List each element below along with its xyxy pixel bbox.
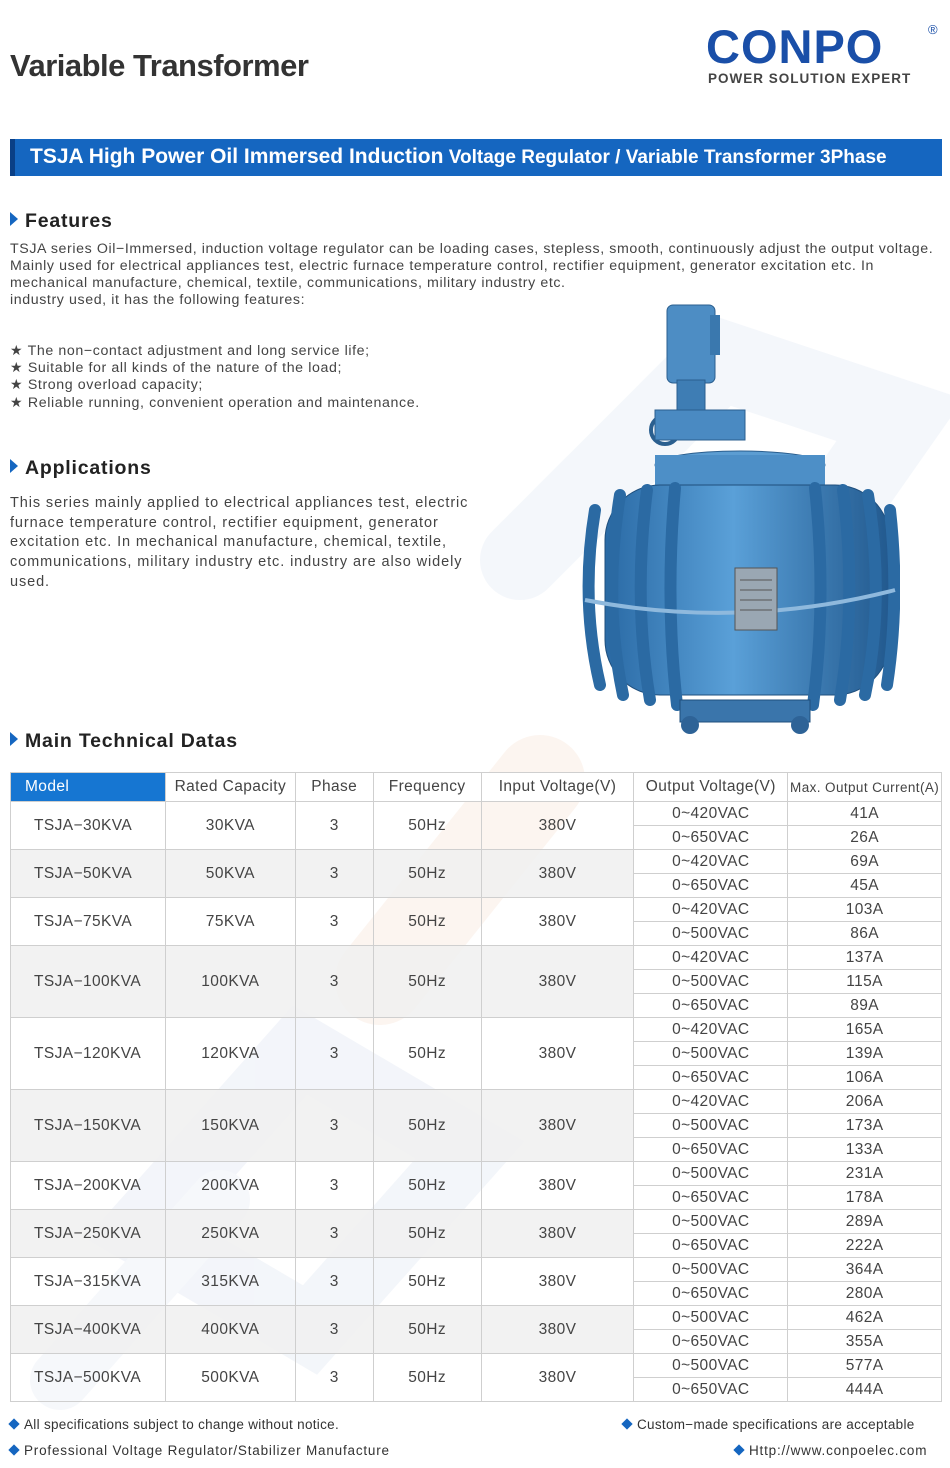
cell-model: TSJA−75KVA [11, 898, 166, 946]
table-row [11, 946, 942, 970]
cell-output-voltage: 0~650VAC [634, 1138, 788, 1162]
cell-input-voltage: 380V [481, 946, 634, 1018]
diamond-icon [621, 1418, 632, 1429]
cell-input-voltage: 380V [481, 1306, 634, 1354]
cell-model: TSJA−50KVA [11, 850, 166, 898]
registered-mark: ® [928, 22, 938, 37]
cell-max-current: 206A [788, 1090, 942, 1114]
cell-model: TSJA−200KVA [11, 1162, 166, 1210]
features-intro [10, 241, 946, 309]
cell-output-voltage: 0~500VAC [634, 1258, 788, 1282]
diamond-icon [733, 1444, 744, 1455]
cell-input-voltage: 380V [481, 1018, 634, 1090]
cell-max-current: 41A [788, 802, 942, 826]
banner-title-main: TSJA High Power Oil Immersed Induction [30, 145, 444, 168]
cell-max-current: 444A [788, 1378, 942, 1402]
features-heading-label: Features [25, 210, 113, 232]
features-list [10, 343, 420, 412]
cell-model: TSJA−120KVA [11, 1018, 166, 1090]
table-row [11, 1306, 942, 1330]
table-row [11, 1162, 942, 1186]
triangle-right-icon [10, 212, 18, 226]
applications-heading [10, 457, 152, 480]
table-row [11, 802, 942, 826]
table-row [11, 1090, 942, 1114]
cell-phase: 3 [295, 1018, 373, 1090]
cell-max-current: 69A [788, 850, 942, 874]
column-header-capacity: Rated Capacity [165, 773, 295, 802]
cell-max-current: 137A [788, 946, 942, 970]
product-banner [10, 139, 942, 176]
cell-phase: 3 [295, 1354, 373, 1402]
cell-phase: 3 [295, 1162, 373, 1210]
cell-model: TSJA−100KVA [11, 946, 166, 1018]
cell-model: TSJA−250KVA [11, 1210, 166, 1258]
features-intro-text: TSJA series Oil−Immersed, induction voltage regulator can be loading cases, stepless, smooth, continuously adjust the output voltage. Mainly used for electrical appliances test, electric furnace temperature control, rectifier equipment, generator excitation etc. In mechanical manufacture, chemical, textile, communications, military industry etc. [10, 241, 934, 291]
cell-frequency: 50Hz [373, 1306, 481, 1354]
cell-output-voltage: 0~650VAC [634, 1378, 788, 1402]
applications-heading-label: Applications [25, 457, 152, 479]
cell-max-current: 133A [788, 1138, 942, 1162]
cell-capacity: 30KVA [165, 802, 295, 850]
column-header-input-voltage: Input Voltage(V) [481, 773, 634, 802]
cell-capacity: 400KVA [165, 1306, 295, 1354]
technical-data-table [10, 772, 942, 1402]
cell-input-voltage: 380V [481, 850, 634, 898]
cell-input-voltage: 380V [481, 1162, 634, 1210]
cell-output-voltage: 0~650VAC [634, 1066, 788, 1090]
table-row [11, 1018, 942, 1042]
cell-max-current: 45A [788, 874, 942, 898]
cell-max-current: 280A [788, 1282, 942, 1306]
footer-note-right [623, 1417, 915, 1432]
triangle-right-icon [10, 732, 18, 746]
cell-phase: 3 [295, 1258, 373, 1306]
cell-output-voltage: 0~420VAC [634, 850, 788, 874]
table-body [11, 802, 942, 1402]
footer-note-left-text: All specifications subject to change without notice. [24, 1417, 340, 1432]
cell-capacity: 100KVA [165, 946, 295, 1018]
triangle-right-icon [10, 459, 18, 473]
cell-output-voltage: 0~650VAC [634, 1282, 788, 1306]
column-header-frequency: Frequency [373, 773, 481, 802]
table-row [11, 1354, 942, 1378]
applications-text: This series mainly applied to electrical appliances test, electric furnace temperature control, rectifier equipment, generator excitation etc. In mechanical manufacture, chemical, textile, communications, military industry etc. industry are also widely used. [10, 495, 469, 590]
technical-heading-label: Main Technical Datas [25, 730, 238, 752]
cell-frequency: 50Hz [373, 1090, 481, 1162]
cell-capacity: 120KVA [165, 1018, 295, 1090]
cell-capacity: 75KVA [165, 898, 295, 946]
cell-capacity: 500KVA [165, 1354, 295, 1402]
column-header-max-current: Max. Output Current(A) [788, 773, 942, 802]
column-header-phase: Phase [295, 773, 373, 802]
cell-capacity: 50KVA [165, 850, 295, 898]
cell-output-voltage: 0~500VAC [634, 1210, 788, 1234]
logo-wordmark: CONPO [706, 20, 884, 73]
table-row [11, 1258, 942, 1282]
cell-capacity: 250KVA [165, 1210, 295, 1258]
brand-logo [706, 22, 942, 92]
cell-phase: 3 [295, 850, 373, 898]
cell-input-voltage: 380V [481, 1258, 634, 1306]
cell-input-voltage: 380V [481, 898, 634, 946]
technical-heading [10, 730, 238, 753]
cell-output-voltage: 0~500VAC [634, 1354, 788, 1378]
cell-max-current: 222A [788, 1234, 942, 1258]
logo-tagline: POWER SOLUTION EXPERT [708, 71, 912, 86]
page-title: Variable Transformer [10, 48, 309, 83]
diamond-icon [8, 1418, 19, 1429]
cell-max-current: 355A [788, 1330, 942, 1354]
cell-frequency: 50Hz [373, 946, 481, 1018]
cell-max-current: 364A [788, 1258, 942, 1282]
cell-output-voltage: 0~650VAC [634, 1186, 788, 1210]
cell-output-voltage: 0~650VAC [634, 1330, 788, 1354]
cell-output-voltage: 0~500VAC [634, 970, 788, 994]
cell-output-voltage: 0~500VAC [634, 1162, 788, 1186]
cell-max-current: 462A [788, 1306, 942, 1330]
footer-manufacturer [10, 1443, 390, 1458]
footer-note-left [10, 1417, 339, 1432]
cell-model: TSJA−315KVA [11, 1258, 166, 1306]
cell-output-voltage: 0~500VAC [634, 1114, 788, 1138]
banner-title-sub: Voltage Regulator / Variable Transformer 3Phase [443, 147, 887, 168]
cell-output-voltage: 0~420VAC [634, 802, 788, 826]
footer-website-link[interactable]: Http://www.conpoelec.com [749, 1443, 928, 1458]
cell-max-current: 165A [788, 1018, 942, 1042]
cell-model: TSJA−30KVA [11, 802, 166, 850]
table-row [11, 898, 942, 922]
cell-phase: 3 [295, 1210, 373, 1258]
footer-website[interactable] [735, 1443, 927, 1458]
cell-max-current: 115A [788, 970, 942, 994]
cell-output-voltage: 0~650VAC [634, 826, 788, 850]
cell-frequency: 50Hz [373, 802, 481, 850]
footer-manufacturer-text: Professional Voltage Regulator/Stabilizer Manufacture [24, 1443, 390, 1458]
cell-output-voltage: 0~650VAC [634, 874, 788, 898]
cell-max-current: 89A [788, 994, 942, 1018]
cell-frequency: 50Hz [373, 1162, 481, 1210]
cell-frequency: 50Hz [373, 1018, 481, 1090]
cell-model: TSJA−400KVA [11, 1306, 166, 1354]
banner-accent [10, 139, 15, 176]
cell-model: TSJA−150KVA [11, 1090, 166, 1162]
cell-max-current: 173A [788, 1114, 942, 1138]
table-header-row [11, 773, 942, 802]
cell-frequency: 50Hz [373, 1258, 481, 1306]
column-header-output-voltage: Output Voltage(V) [634, 773, 788, 802]
footer-note-right-text: Custom−made specifications are acceptable [637, 1417, 915, 1432]
feature-bullet: ★ Strong overload capacity; [10, 377, 203, 394]
cell-output-voltage: 0~650VAC [634, 994, 788, 1018]
cell-phase: 3 [295, 898, 373, 946]
cell-phase: 3 [295, 802, 373, 850]
cell-max-current: 178A [788, 1186, 942, 1210]
cell-output-voltage: 0~420VAC [634, 946, 788, 970]
cell-capacity: 150KVA [165, 1090, 295, 1162]
cell-output-voltage: 0~500VAC [634, 922, 788, 946]
cell-max-current: 86A [788, 922, 942, 946]
cell-output-voltage: 0~650VAC [634, 1234, 788, 1258]
cell-frequency: 50Hz [373, 850, 481, 898]
features-heading [10, 210, 113, 233]
cell-phase: 3 [295, 1090, 373, 1162]
feature-bullet: ★ The non−contact adjustment and long service life; [10, 343, 370, 359]
cell-max-current: 577A [788, 1354, 942, 1378]
features-intro-text-2: industry used, it has the following features: [10, 292, 306, 308]
feature-bullet: ★ Reliable running, convenient operation and maintenance. [10, 394, 420, 411]
feature-bullet: ★ Suitable for all kinds of the nature of the load; [10, 360, 342, 377]
cell-capacity: 315KVA [165, 1258, 295, 1306]
cell-output-voltage: 0~420VAC [634, 1018, 788, 1042]
table-row [11, 1210, 942, 1234]
cell-frequency: 50Hz [373, 1354, 481, 1402]
cell-input-voltage: 380V [481, 1210, 634, 1258]
cell-max-current: 139A [788, 1042, 942, 1066]
cell-input-voltage: 380V [481, 1090, 634, 1162]
cell-max-current: 106A [788, 1066, 942, 1090]
cell-max-current: 231A [788, 1162, 942, 1186]
transformer-product-image [575, 300, 900, 745]
cell-output-voltage: 0~420VAC [634, 1090, 788, 1114]
cell-phase: 3 [295, 1306, 373, 1354]
cell-frequency: 50Hz [373, 898, 481, 946]
cell-output-voltage: 0~420VAC [634, 898, 788, 922]
diamond-icon [8, 1444, 19, 1455]
cell-input-voltage: 380V [481, 1354, 634, 1402]
cell-input-voltage: 380V [481, 802, 634, 850]
cell-max-current: 26A [788, 826, 942, 850]
cell-max-current: 289A [788, 1210, 942, 1234]
cell-model: TSJA−500KVA [11, 1354, 166, 1402]
cell-output-voltage: 0~500VAC [634, 1306, 788, 1330]
cell-frequency: 50Hz [373, 1210, 481, 1258]
cell-phase: 3 [295, 946, 373, 1018]
cell-output-voltage: 0~500VAC [634, 1042, 788, 1066]
column-header-model: Model [11, 773, 166, 802]
table-row [11, 850, 942, 874]
cell-capacity: 200KVA [165, 1162, 295, 1210]
cell-max-current: 103A [788, 898, 942, 922]
